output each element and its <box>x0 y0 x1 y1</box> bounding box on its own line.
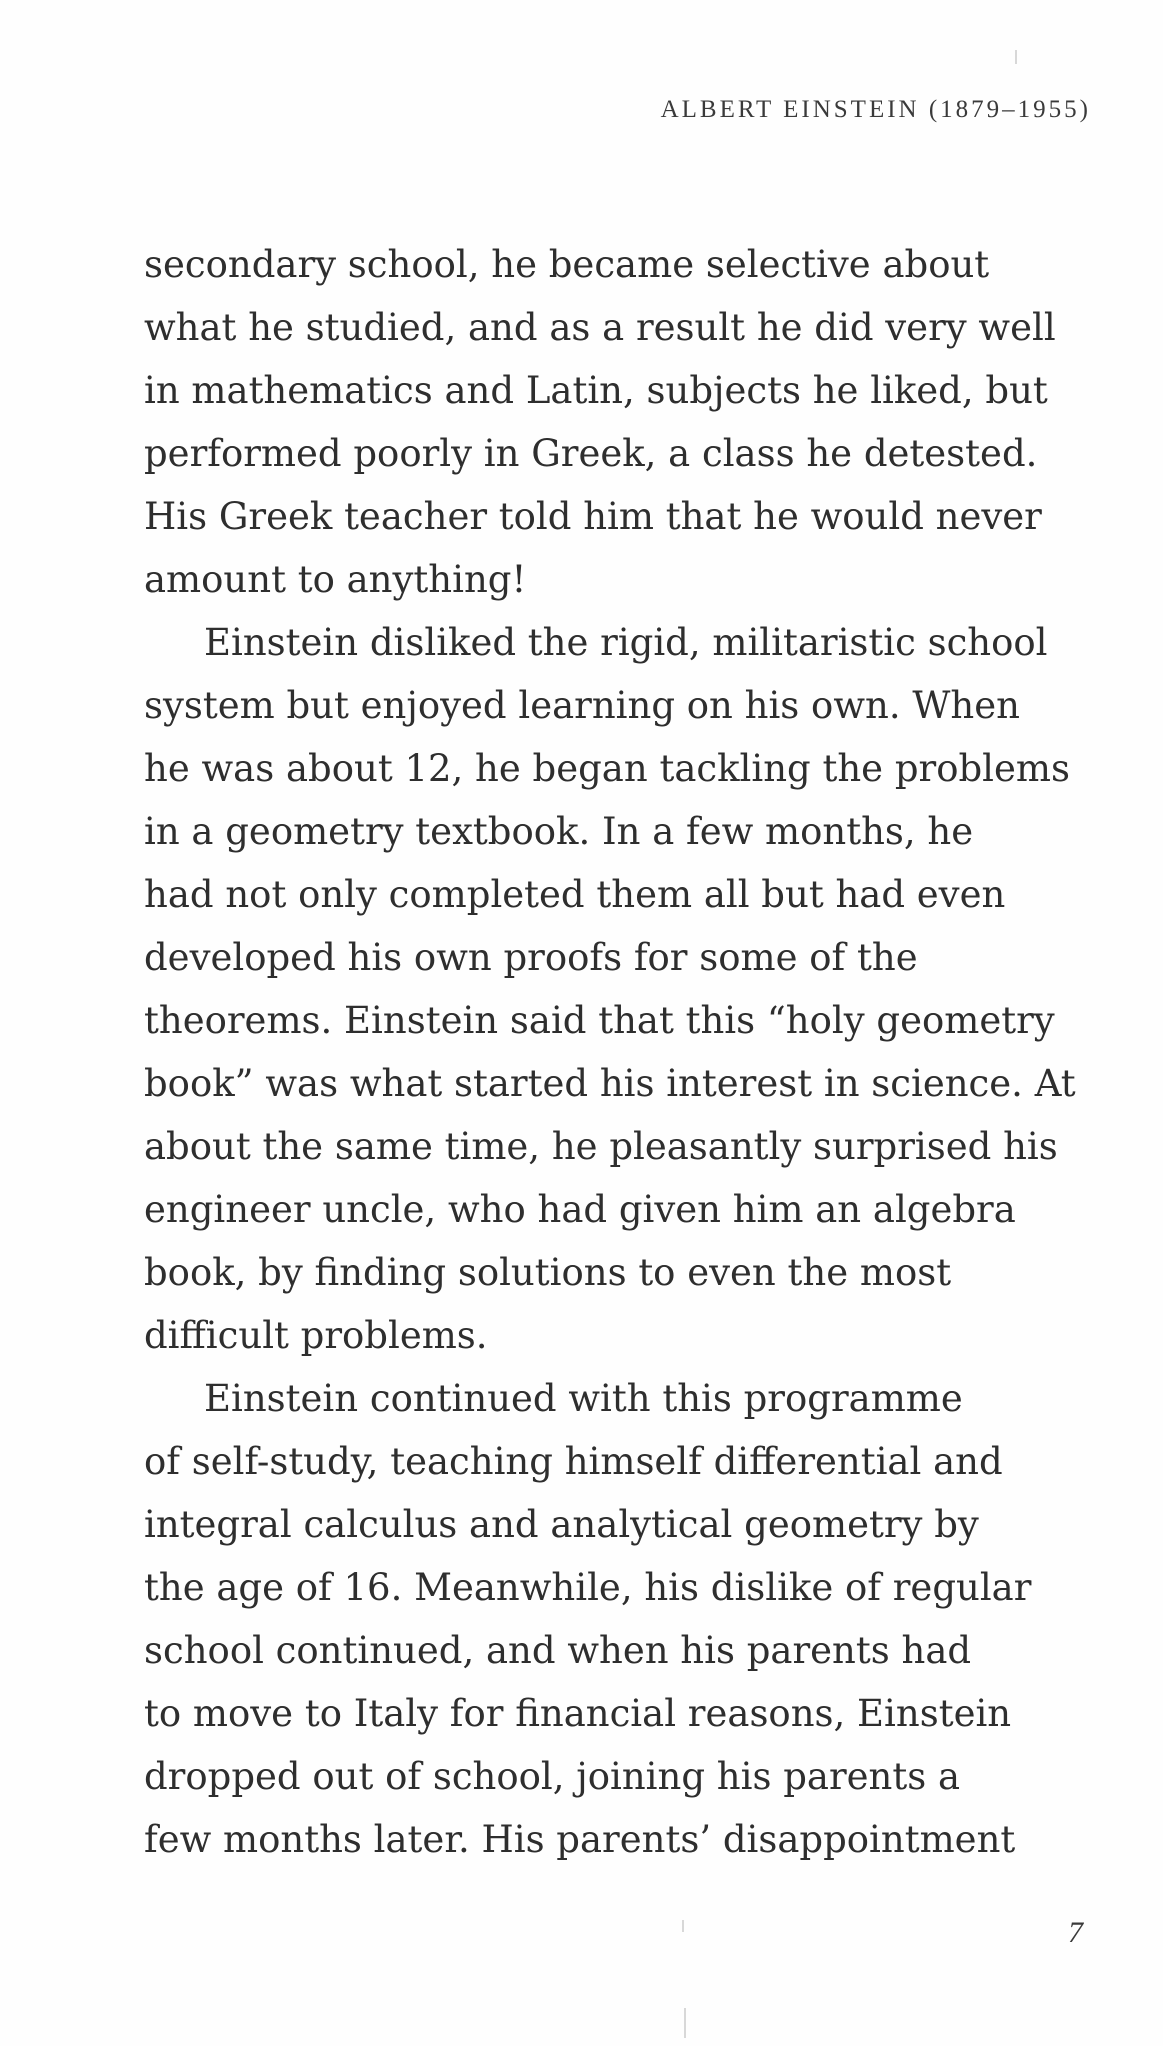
text-line: difficult problems. <box>144 1314 488 1357</box>
text-line: of self-study, teaching himself differential and <box>144 1440 1003 1483</box>
text-line: system but enjoyed learning on his own. When <box>144 684 1020 727</box>
text-line: what he studied, and as a result he did very well <box>144 306 1056 349</box>
scan-speck <box>682 1920 684 1932</box>
text-line: few months later. His parents’ disappointment <box>144 1818 1016 1861</box>
text-line: had not only completed them all but had even <box>144 873 1006 916</box>
text-line: developed his own proofs for some of the <box>144 936 918 979</box>
running-head: ALBERT EINSTEIN (1879–1955) <box>660 96 1091 123</box>
page-number: 7 <box>1068 1916 1083 1949</box>
text-line: in mathematics and Latin, subjects he liked, but <box>144 369 1048 412</box>
text-line: theorems. Einstein said that this “holy geometry <box>144 999 1055 1042</box>
scan-speck <box>684 2008 686 2038</box>
text-line: amount to anything! <box>144 558 527 601</box>
paragraph-start-line: Einstein continued with this programme <box>204 1377 963 1420</box>
text-line: dropped out of school, joining his parents a <box>144 1755 961 1798</box>
text-line: book” was what started his interest in science. At <box>144 1062 1076 1105</box>
text-line: about the same time, he pleasantly surprised his <box>144 1125 1058 1168</box>
text-line: school continued, and when his parents had <box>144 1629 972 1672</box>
body-text <box>144 233 1076 1871</box>
text-line: engineer uncle, who had given him an algebra <box>144 1188 1016 1231</box>
text-line: His Greek teacher told him that he would never <box>144 495 1042 538</box>
text-line: to move to Italy for financial reasons, Einstein <box>144 1692 1012 1735</box>
paragraph-start-line: Einstein disliked the rigid, militaristic school <box>204 621 1048 664</box>
text-line: secondary school, he became selective about <box>144 243 990 286</box>
text-line: integral calculus and analytical geometry by <box>144 1503 979 1546</box>
text-line: the age of 16. Meanwhile, his dislike of regular <box>144 1566 1032 1609</box>
text-line: he was about 12, he began tackling the problems <box>144 747 1070 790</box>
text-line: performed poorly in Greek, a class he detested. <box>144 432 1038 475</box>
text-line: in a geometry textbook. In a few months, he <box>144 810 974 853</box>
text-line: book, by finding solutions to even the most <box>144 1251 952 1294</box>
scan-speck <box>1015 50 1017 64</box>
